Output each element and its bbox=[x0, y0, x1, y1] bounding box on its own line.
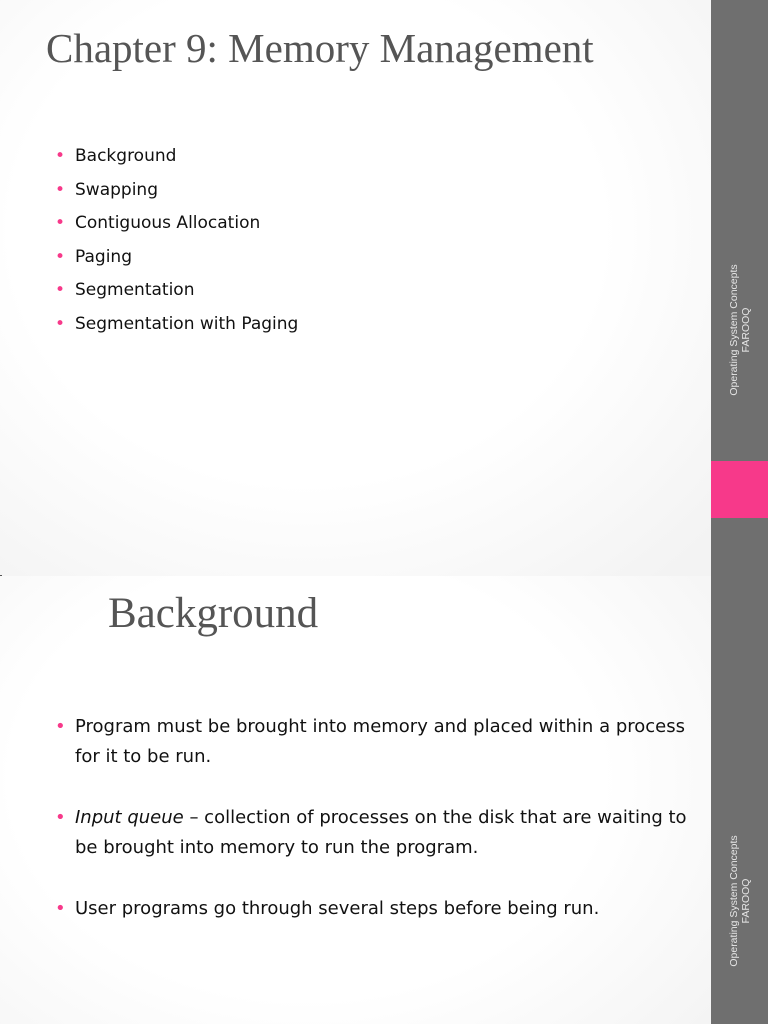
course-name: Operating System Concepts bbox=[727, 835, 740, 967]
list-item: • Swapping bbox=[55, 174, 298, 208]
list-item: • Background bbox=[55, 140, 298, 174]
bullet-term: Input queue bbox=[75, 807, 184, 828]
side-label bbox=[728, 811, 752, 991]
list-item bbox=[55, 712, 695, 772]
list-item: • Paging bbox=[55, 241, 298, 275]
side-label bbox=[728, 240, 752, 420]
slide-title: Chapter 9: Memory Management bbox=[46, 25, 594, 71]
course-name: Operating System Concepts bbox=[727, 264, 740, 396]
bullet-text: Program must be brought into memory and placed within a process for it to be run. bbox=[75, 716, 685, 767]
list-item: • Segmentation bbox=[55, 274, 298, 308]
bullet-text: User programs go through several steps before being run. bbox=[75, 898, 600, 919]
list-item: • Contiguous Allocation bbox=[55, 207, 298, 241]
list-item bbox=[55, 803, 695, 863]
list-item bbox=[55, 894, 695, 924]
accent-block bbox=[711, 461, 768, 518]
topic-list bbox=[55, 140, 298, 342]
author-name: FAROOQ bbox=[739, 878, 752, 924]
content-list bbox=[55, 712, 695, 924]
list-item: • Segmentation with Paging bbox=[55, 308, 298, 342]
bullet-text: – collection of processes on the disk that are waiting to be brought into memory to run the program. bbox=[75, 807, 687, 858]
slide-background bbox=[0, 576, 768, 1024]
side-bar bbox=[711, 0, 768, 576]
side-bar bbox=[711, 576, 768, 1024]
author-name: FAROOQ bbox=[739, 307, 752, 353]
slide-title: Background bbox=[108, 590, 319, 637]
